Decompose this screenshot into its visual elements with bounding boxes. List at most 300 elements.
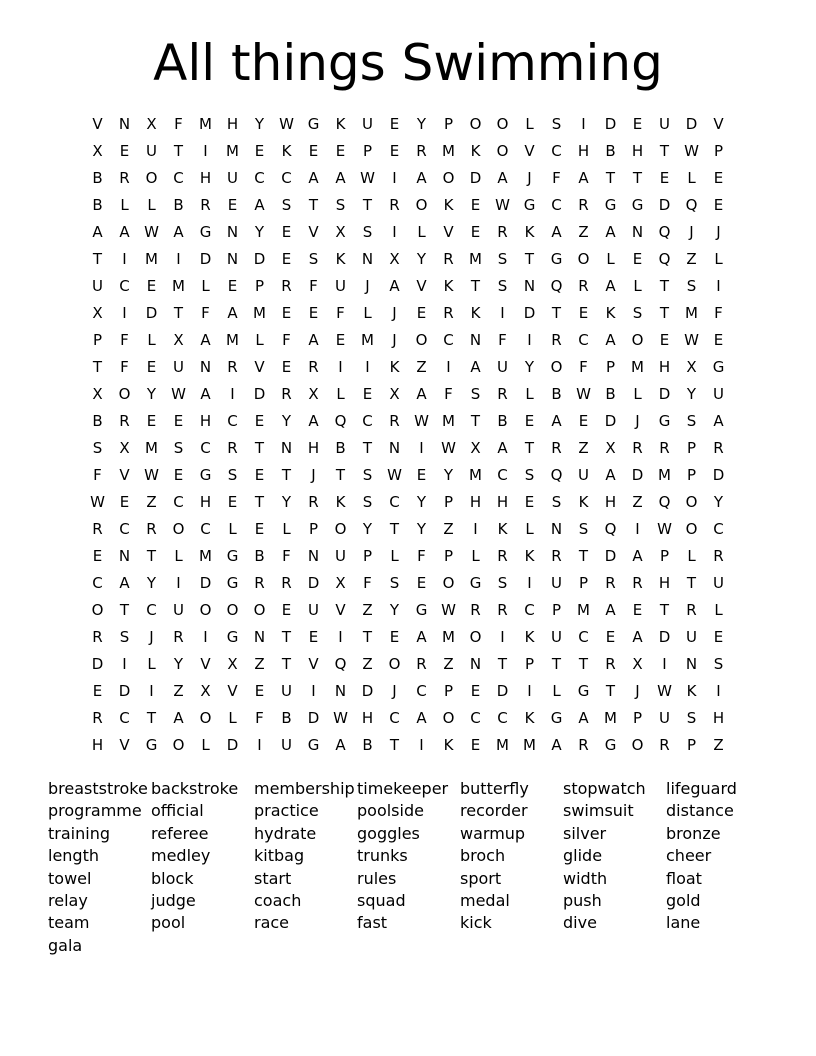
grid-letter: O [496,115,509,133]
grid-letter: O [172,736,185,754]
grid-letter: R [497,601,508,619]
grid-letter: M [577,601,590,619]
grid-letter: G [145,736,158,754]
grid-letter: O [469,628,482,646]
grid-letter: R [632,574,643,592]
grid-letter: T [281,628,292,646]
grid-letter: E [227,196,238,214]
grid-letter: K [335,115,346,133]
grid-letter: K [524,223,535,241]
grid-letter: I [446,358,451,376]
grid-letter: L [228,520,237,538]
grid-row [84,732,732,759]
grid-letter: Y [416,250,427,268]
grid-letter: C [389,709,400,727]
grid-letter: S [632,304,643,322]
grid-letter: E [281,601,292,619]
grid-letter: Z [146,493,157,511]
grid-letter: U [659,709,670,727]
grid-letter: E [227,277,238,295]
grid-letter: U [551,574,562,592]
grid-letter: U [713,385,724,403]
grid-letter: M [469,250,482,268]
grid-letter: O [415,331,428,349]
grid-letter: I [149,682,154,700]
grid-letter: E [335,142,346,160]
grid-letter: D [685,115,698,133]
grid-letter: M [685,304,698,322]
grid-letter: X [119,439,130,457]
grid-letter: O [226,601,239,619]
word-list-item: hydrate [254,823,317,843]
letter-grid [84,111,732,759]
grid-letter: K [335,493,346,511]
grid-letter: L [147,331,156,349]
grid-letter: U [281,736,292,754]
grid-letter: T [632,169,643,187]
grid-letter: R [281,385,292,403]
word-list-item: towel [48,868,92,888]
grid-letter: T [578,547,589,565]
grid-letter: N [226,223,239,241]
grid-letter: T [92,358,103,376]
grid-letter: V [92,115,103,133]
grid-letter: N [199,358,212,376]
grid-letter: D [523,304,536,322]
grid-letter: I [338,628,343,646]
grid-row [84,165,732,192]
grid-letter: L [201,736,210,754]
grid-letter: X [308,385,319,403]
grid-letter: O [469,115,482,133]
grid-letter: S [551,115,562,133]
grid-letter: A [605,223,616,241]
grid-letter: V [227,682,238,700]
grid-letter: S [362,493,373,511]
grid-letter: D [658,628,671,646]
grid-letter: W [144,223,159,241]
word-list-item: medal [460,890,510,910]
grid-letter: Q [604,520,617,538]
grid-letter: H [91,736,104,754]
grid-letter: R [551,331,562,349]
grid-letter: I [365,358,370,376]
grid-letter: S [686,412,697,430]
grid-letter: S [686,277,697,295]
grid-letter: A [578,169,589,187]
word-list-item: float [666,868,702,888]
grid-letter: M [253,304,266,322]
grid-letter: I [527,331,532,349]
grid-letter: E [713,169,724,187]
grid-letter: T [335,466,346,484]
grid-letter: E [173,412,184,430]
grid-letter: L [714,601,723,619]
grid-letter: A [605,601,616,619]
grid-letter: A [632,628,643,646]
grid-letter: F [714,304,723,322]
grid-letter: E [308,628,319,646]
grid-letter: K [443,196,454,214]
grid-letter: E [254,682,265,700]
grid-letter: C [578,628,589,646]
grid-letter: W [171,385,186,403]
grid-letter: P [443,547,454,565]
word-list-item: sport [460,868,502,888]
grid-letter: S [713,655,724,673]
grid-letter: R [551,547,562,565]
grid-letter: I [473,520,478,538]
grid-letter: G [226,574,239,592]
grid-letter: D [658,385,671,403]
grid-letter: E [119,493,130,511]
word-list-item: backstroke [151,779,239,798]
grid-letter: T [254,493,265,511]
grid-letter: H [496,493,509,511]
grid-letter: X [335,574,346,592]
grid-letter: S [497,277,508,295]
grid-letter: E [416,466,427,484]
grid-letter: M [604,709,617,727]
grid-letter: Q [658,493,671,511]
grid-letter: X [470,439,481,457]
grid-letter: M [145,250,158,268]
grid-letter: M [496,736,509,754]
grid-letter: N [307,547,320,565]
grid-letter: S [578,520,589,538]
grid-letter: D [145,304,158,322]
grid-letter: T [659,304,670,322]
grid-letter: S [389,574,400,592]
grid-letter: D [658,196,671,214]
grid-letter: T [92,250,103,268]
grid-letter: E [308,304,319,322]
word-list-item: membership [254,779,355,798]
grid-letter: E [524,412,535,430]
grid-letter: E [470,196,481,214]
grid-letter: F [417,547,426,565]
grid-letter: E [146,277,157,295]
grid-letter: H [712,709,725,727]
grid-letter: L [120,196,129,214]
grid-letter: G [307,115,320,133]
word-list-item: practice [254,801,319,821]
grid-letter: T [119,601,130,619]
grid-letter: L [147,655,156,673]
grid-letter: J [689,223,694,241]
grid-letter: W [144,466,159,484]
grid-letter: H [199,493,212,511]
grid-letter: A [551,223,562,241]
grid-letter: R [497,223,508,241]
grid-letter: P [308,520,319,538]
grid-letter: Y [254,115,265,133]
grid-letter: Z [578,223,589,241]
grid-letter: A [578,709,589,727]
grid-letter: A [254,196,265,214]
grid-letter: U [335,547,346,565]
grid-letter: Z [578,439,589,457]
grid-letter: L [633,385,642,403]
word-list-item: referee [151,823,209,843]
grid-letter: E [470,736,481,754]
grid-letter: W [333,709,348,727]
grid-letter: D [199,250,212,268]
grid-letter: E [416,304,427,322]
grid-letter: D [307,574,320,592]
grid-letter: M [199,115,212,133]
grid-letter: V [335,601,346,619]
grid-letter: R [281,277,292,295]
grid-letter: A [119,223,130,241]
grid-letter: J [392,682,397,700]
grid-letter: O [388,655,401,673]
grid-letter: P [443,493,454,511]
grid-letter: Z [362,655,373,673]
grid-letter: D [253,250,266,268]
grid-letter: T [173,304,184,322]
grid-letter: M [469,466,482,484]
grid-letter: I [338,358,343,376]
grid-letter: K [686,682,697,700]
grid-letter: T [524,250,535,268]
grid-letter: H [469,493,482,511]
grid-letter: N [550,520,563,538]
grid-letter: R [173,628,184,646]
grid-letter: G [658,412,671,430]
grid-letter: L [282,520,291,538]
grid-letter: I [122,655,127,673]
grid-letter: C [200,520,211,538]
grid-letter: A [92,223,103,241]
grid-letter: Y [443,466,454,484]
grid-letter: E [470,223,481,241]
grid-letter: M [631,358,644,376]
grid-letter: T [497,655,508,673]
grid-letter: X [389,250,400,268]
grid-letter: T [389,520,400,538]
grid-letter: B [605,385,616,403]
grid-letter: J [392,331,397,349]
grid-letter: W [360,169,375,187]
grid-letter: E [308,142,319,160]
grid-letter: J [635,682,640,700]
grid-letter: C [254,169,265,187]
grid-letter: F [363,574,372,592]
grid-letter: C [227,412,238,430]
word-list-item: timekeeper [357,779,449,798]
grid-letter: E [254,520,265,538]
grid-letter: R [470,601,481,619]
grid-letter: D [118,682,131,700]
grid-letter: W [90,493,105,511]
grid-letter: I [716,277,721,295]
grid-letter: R [497,547,508,565]
grid-letter: H [631,142,644,160]
grid-letter: U [362,115,373,133]
grid-letter: N [118,547,131,565]
grid-letter: T [578,655,589,673]
grid-letter: I [716,682,721,700]
grid-letter: C [497,709,508,727]
grid-letter: Q [658,223,671,241]
grid-letter: S [470,385,481,403]
grid-letter: R [308,493,319,511]
grid-letter: L [363,304,372,322]
grid-letter: F [282,547,291,565]
grid-letter: L [633,277,642,295]
grid-letter: Y [281,493,292,511]
grid-letter: A [497,439,508,457]
grid-letter: C [146,601,157,619]
grid-letter: A [416,385,427,403]
grid-letter: Z [416,358,427,376]
grid-letter: T [470,277,481,295]
grid-letter: C [92,574,103,592]
grid-letter: E [146,412,157,430]
grid-letter: R [713,547,724,565]
grid-letter: X [92,304,103,322]
grid-letter: I [500,628,505,646]
grid-letter: R [92,709,103,727]
grid-letter: I [176,574,181,592]
grid-letter: R [146,520,157,538]
word-list-item: gala [48,935,83,955]
grid-letter: E [281,358,292,376]
grid-letter: A [470,358,481,376]
grid-letter: V [443,223,454,241]
grid-letter: D [496,682,509,700]
grid-letter: S [119,628,130,646]
word-list-item: pool [151,913,186,933]
grid-letter: N [469,655,482,673]
grid-letter: J [311,466,316,484]
grid-letter: R [389,196,400,214]
grid-letter: F [93,466,102,484]
grid-letter: C [578,331,589,349]
grid-letter: J [365,277,370,295]
grid-letter: K [497,520,508,538]
grid-letter: X [92,385,103,403]
grid-letter: O [118,385,131,403]
grid-letter: T [470,412,481,430]
grid-letter: H [577,142,590,160]
grid-letter: C [200,439,211,457]
grid-letter: I [203,628,208,646]
grid-letter: R [92,520,103,538]
grid-letter: E [713,628,724,646]
grid-letter: E [632,250,643,268]
grid-letter: K [578,493,589,511]
grid-letter: T [362,628,373,646]
grid-letter: K [335,250,346,268]
grid-letter: R [605,655,616,673]
grid-letter: R [659,439,670,457]
grid-letter: P [524,655,535,673]
grid-letter: F [255,709,264,727]
grid-letter: A [605,331,616,349]
grid-letter: B [92,196,103,214]
grid-letter: I [500,304,505,322]
grid-letter: P [578,574,589,592]
grid-letter: M [658,466,671,484]
grid-row [84,597,732,624]
grid-letter: V [713,115,724,133]
grid-letter: O [577,250,590,268]
grid-letter: F [579,358,588,376]
grid-letter: I [203,142,208,160]
grid-letter: S [524,466,535,484]
grid-letter: C [119,277,130,295]
grid-letter: Z [686,250,697,268]
grid-letter: E [254,412,265,430]
grid-letter: D [307,709,320,727]
grid-letter: W [657,520,672,538]
grid-letter: L [606,250,615,268]
word-list-item: swimsuit [563,801,634,821]
grid-letter: I [662,655,667,673]
grid-letter: I [527,682,532,700]
grid-letter: C [362,412,373,430]
grid-letter: W [657,682,672,700]
grid-letter: R [605,574,616,592]
word-list-item: official [151,801,204,821]
grid-letter: G [550,250,563,268]
word-list-item: trunks [357,846,408,866]
grid-letter: E [281,223,292,241]
grid-letter: R [119,412,130,430]
grid-letter: W [684,331,699,349]
word-list-item: block [151,868,194,888]
grid-letter: S [497,574,508,592]
grid-letter: L [147,196,156,214]
grid-letter: U [578,466,589,484]
grid-letter: O [334,520,347,538]
grid-letter: L [525,115,534,133]
grid-letter: A [632,547,643,565]
grid-letter: T [254,439,265,457]
grid-letter: A [308,412,319,430]
word-list-item: length [48,846,99,866]
grid-letter: P [659,547,670,565]
grid-letter: T [659,601,670,619]
grid-row [84,300,732,327]
grid-letter: B [254,547,265,565]
grid-letter: F [120,331,129,349]
grid-letter: E [335,331,346,349]
grid-letter: I [122,304,127,322]
grid-letter: P [254,277,265,295]
grid-letter: T [281,466,292,484]
grid-letter: F [336,304,345,322]
grid-letter: O [442,169,455,187]
grid-letter: Z [713,736,724,754]
grid-letter: O [631,331,644,349]
grid-letter: R [578,736,589,754]
grid-letter: B [92,412,103,430]
grid-letter: L [336,385,345,403]
grid-letter: M [442,412,455,430]
grid-letter: C [524,601,535,619]
grid-letter: M [523,736,536,754]
grid-letter: P [632,709,643,727]
grid-letter: G [199,223,212,241]
grid-letter: U [227,169,238,187]
grid-letter: F [444,385,453,403]
grid-letter: V [200,655,211,673]
grid-letter: F [174,115,183,133]
grid-letter: M [442,142,455,160]
